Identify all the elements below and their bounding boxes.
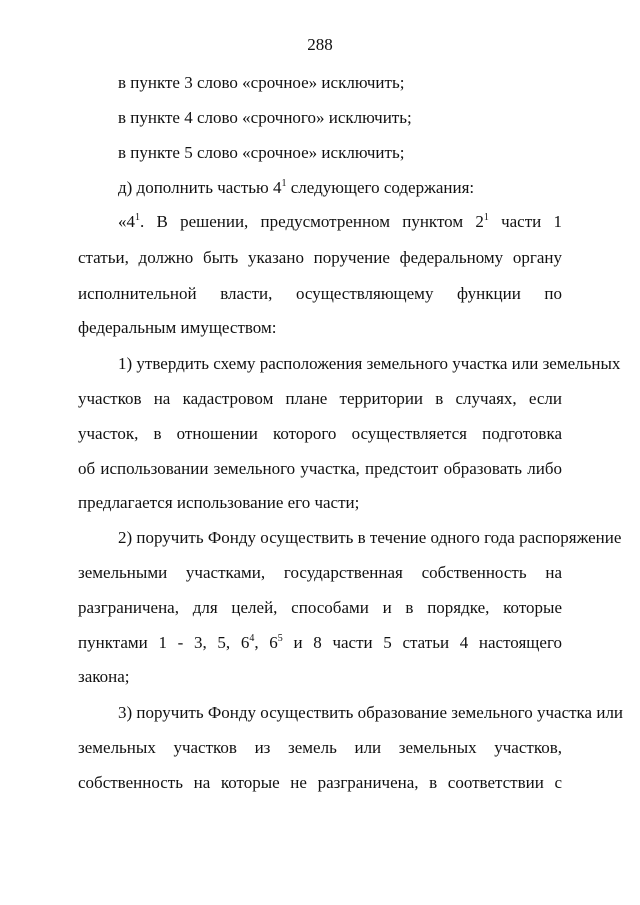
text-span: части 1 [501, 212, 562, 231]
text-line: разграничена, для целей, способами и в порядке, которые [78, 598, 562, 617]
text-line: собственность на которые не разграничена, в соответствии с [78, 773, 562, 792]
page-number: 288 [307, 35, 333, 54]
text-line: исполнительной власти, осуществляющему функции по [78, 284, 562, 303]
text-line: участок, в отношении которого осуществляется подготовка [78, 424, 562, 443]
superscript: 1 [483, 212, 489, 223]
text-line: участков на кадастровом плане территории в случаях, если [78, 389, 562, 408]
text-span: пунктами 1 - 3, 5, 6 [78, 633, 250, 652]
text-span: в пункте 5 слово «срочное» исключить; [118, 143, 405, 162]
text-span: . В решении, предусмотренном пунктом 2 [140, 212, 484, 231]
text-line [78, 211, 562, 233]
text-line: 1) утвердить схему расположения земельного участка или земельных [118, 354, 621, 373]
text-span: , 6 [254, 633, 278, 652]
superscript: 1 [281, 178, 287, 189]
text-span: «4 [118, 212, 135, 231]
superscript: 4 [249, 633, 255, 644]
text-line [118, 72, 404, 94]
text-line: закона; [78, 667, 130, 686]
indent-span [78, 212, 118, 231]
text-line [118, 177, 474, 199]
text-line: 3) поручить Фонду осуществить образование земельного участка или [118, 703, 624, 722]
text-line [118, 107, 412, 129]
text-span: в пункте 4 слово «срочного» исключить; [118, 108, 412, 127]
text-line: федеральным имуществом: [78, 318, 277, 337]
superscript: 1 [135, 212, 140, 223]
text-span: д) дополнить частью 4 [118, 178, 282, 197]
text-line [78, 632, 562, 654]
text-line: статьи, должно быть указано поручение федеральному органу [78, 248, 562, 267]
text-line: земельными участками, государственная собственность на [78, 563, 562, 582]
text-line [118, 142, 404, 164]
text-line: об использовании земельного участка, предстоит образовать либо [78, 459, 562, 478]
text-line: земельных участков из земель или земельных участков, [78, 738, 562, 757]
text-line: 2) поручить Фонду осуществить в течение одного года распоряжение [118, 528, 622, 547]
text-span: следующего содержания: [286, 178, 475, 197]
superscript: 5 [277, 633, 283, 644]
text-span: в пункте 3 слово «срочное» исключить; [118, 73, 405, 92]
text-span: и 8 части 5 статьи 4 настоящего [293, 633, 562, 652]
text-line: предлагается использование его части; [78, 493, 360, 512]
